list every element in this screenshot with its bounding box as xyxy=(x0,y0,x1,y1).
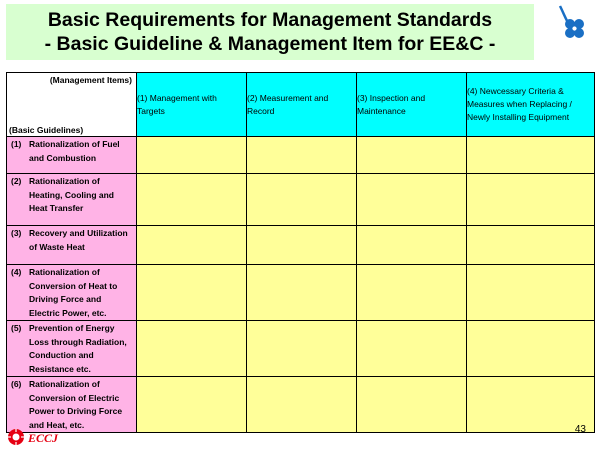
table-cell xyxy=(467,265,595,321)
table-cell xyxy=(247,321,357,377)
basic-guidelines-label: (Basic Guidelines) xyxy=(9,125,84,135)
table-cell xyxy=(137,137,247,174)
guideline-text: Rationalization of Fuel and Combustion xyxy=(29,139,120,163)
corner-cell xyxy=(7,73,137,137)
guideline-number: (4) xyxy=(11,267,22,277)
clover-logo-icon xyxy=(548,2,594,48)
title-line-2: - Basic Guideline & Management Item for EE&C - xyxy=(44,33,496,55)
guideline-number: (6) xyxy=(11,379,22,389)
guideline-text: Recovery and Utilization of Waste Heat xyxy=(29,228,128,252)
table-cell xyxy=(357,174,467,226)
header-cell: (3) Inspection and Maintenance xyxy=(357,73,467,137)
table-cell xyxy=(137,174,247,226)
guideline-number: (1) xyxy=(11,139,22,149)
table-row xyxy=(7,226,595,265)
table-cell xyxy=(247,377,357,433)
table-row xyxy=(7,174,595,226)
table-row xyxy=(7,377,595,433)
table-cell xyxy=(357,226,467,265)
page-number: 43 xyxy=(574,424,586,435)
title-line-1: Basic Requirements for Management Standards xyxy=(47,9,493,31)
table-cell xyxy=(137,377,247,433)
management-items-label: (Management Items) xyxy=(49,75,132,85)
guideline-cell xyxy=(7,226,137,265)
guideline-cell xyxy=(7,265,137,321)
table-cell xyxy=(247,226,357,265)
table-cell xyxy=(467,321,595,377)
header-cell: (1) Management with Targets xyxy=(137,73,247,137)
table-cell xyxy=(137,226,247,265)
guideline-text: Rationalization of Conversion of Heat to Driving Force and Electric Power, etc. xyxy=(29,267,118,318)
table-cell xyxy=(137,265,247,321)
guideline-number: (3) xyxy=(11,228,22,238)
guideline-text: Prevention of Energy Loss through Radiation, Conduction and Resistance etc. xyxy=(29,323,127,374)
header-cell: (2) Measurement and Record xyxy=(247,73,357,137)
guideline-cell xyxy=(7,137,137,174)
table-cell xyxy=(357,377,467,433)
table-cell xyxy=(247,265,357,321)
title-banner xyxy=(6,4,534,60)
table-cell xyxy=(137,321,247,377)
table-cell xyxy=(247,137,357,174)
table-cell xyxy=(357,265,467,321)
table-header-row xyxy=(7,73,595,137)
eccj-logo-icon xyxy=(6,426,76,448)
table-cell xyxy=(467,137,595,174)
requirements-table xyxy=(6,72,595,433)
table-row xyxy=(7,137,595,174)
guideline-number: (2) xyxy=(11,176,22,186)
table-cell xyxy=(357,321,467,377)
guideline-number: (5) xyxy=(11,323,22,333)
table-row xyxy=(7,265,595,321)
guideline-cell xyxy=(7,174,137,226)
table-cell xyxy=(247,174,357,226)
guideline-cell xyxy=(7,377,137,433)
header-cell: (4) Newcessary Criteria & Measures when Replacing / Newly Installing Equipment xyxy=(467,73,595,137)
table-cell xyxy=(467,174,595,226)
table-cell xyxy=(467,226,595,265)
guideline-text: Rationalization of Heating, Cooling and Heat Transfer xyxy=(29,176,114,213)
eccj-logo-text: ECCJ xyxy=(28,431,59,445)
table-cell xyxy=(357,137,467,174)
guideline-text: Rationalization of Conversion of Electric Power to Driving Force and Heat, etc. xyxy=(29,379,123,430)
guideline-cell xyxy=(7,321,137,377)
table-row xyxy=(7,321,595,377)
